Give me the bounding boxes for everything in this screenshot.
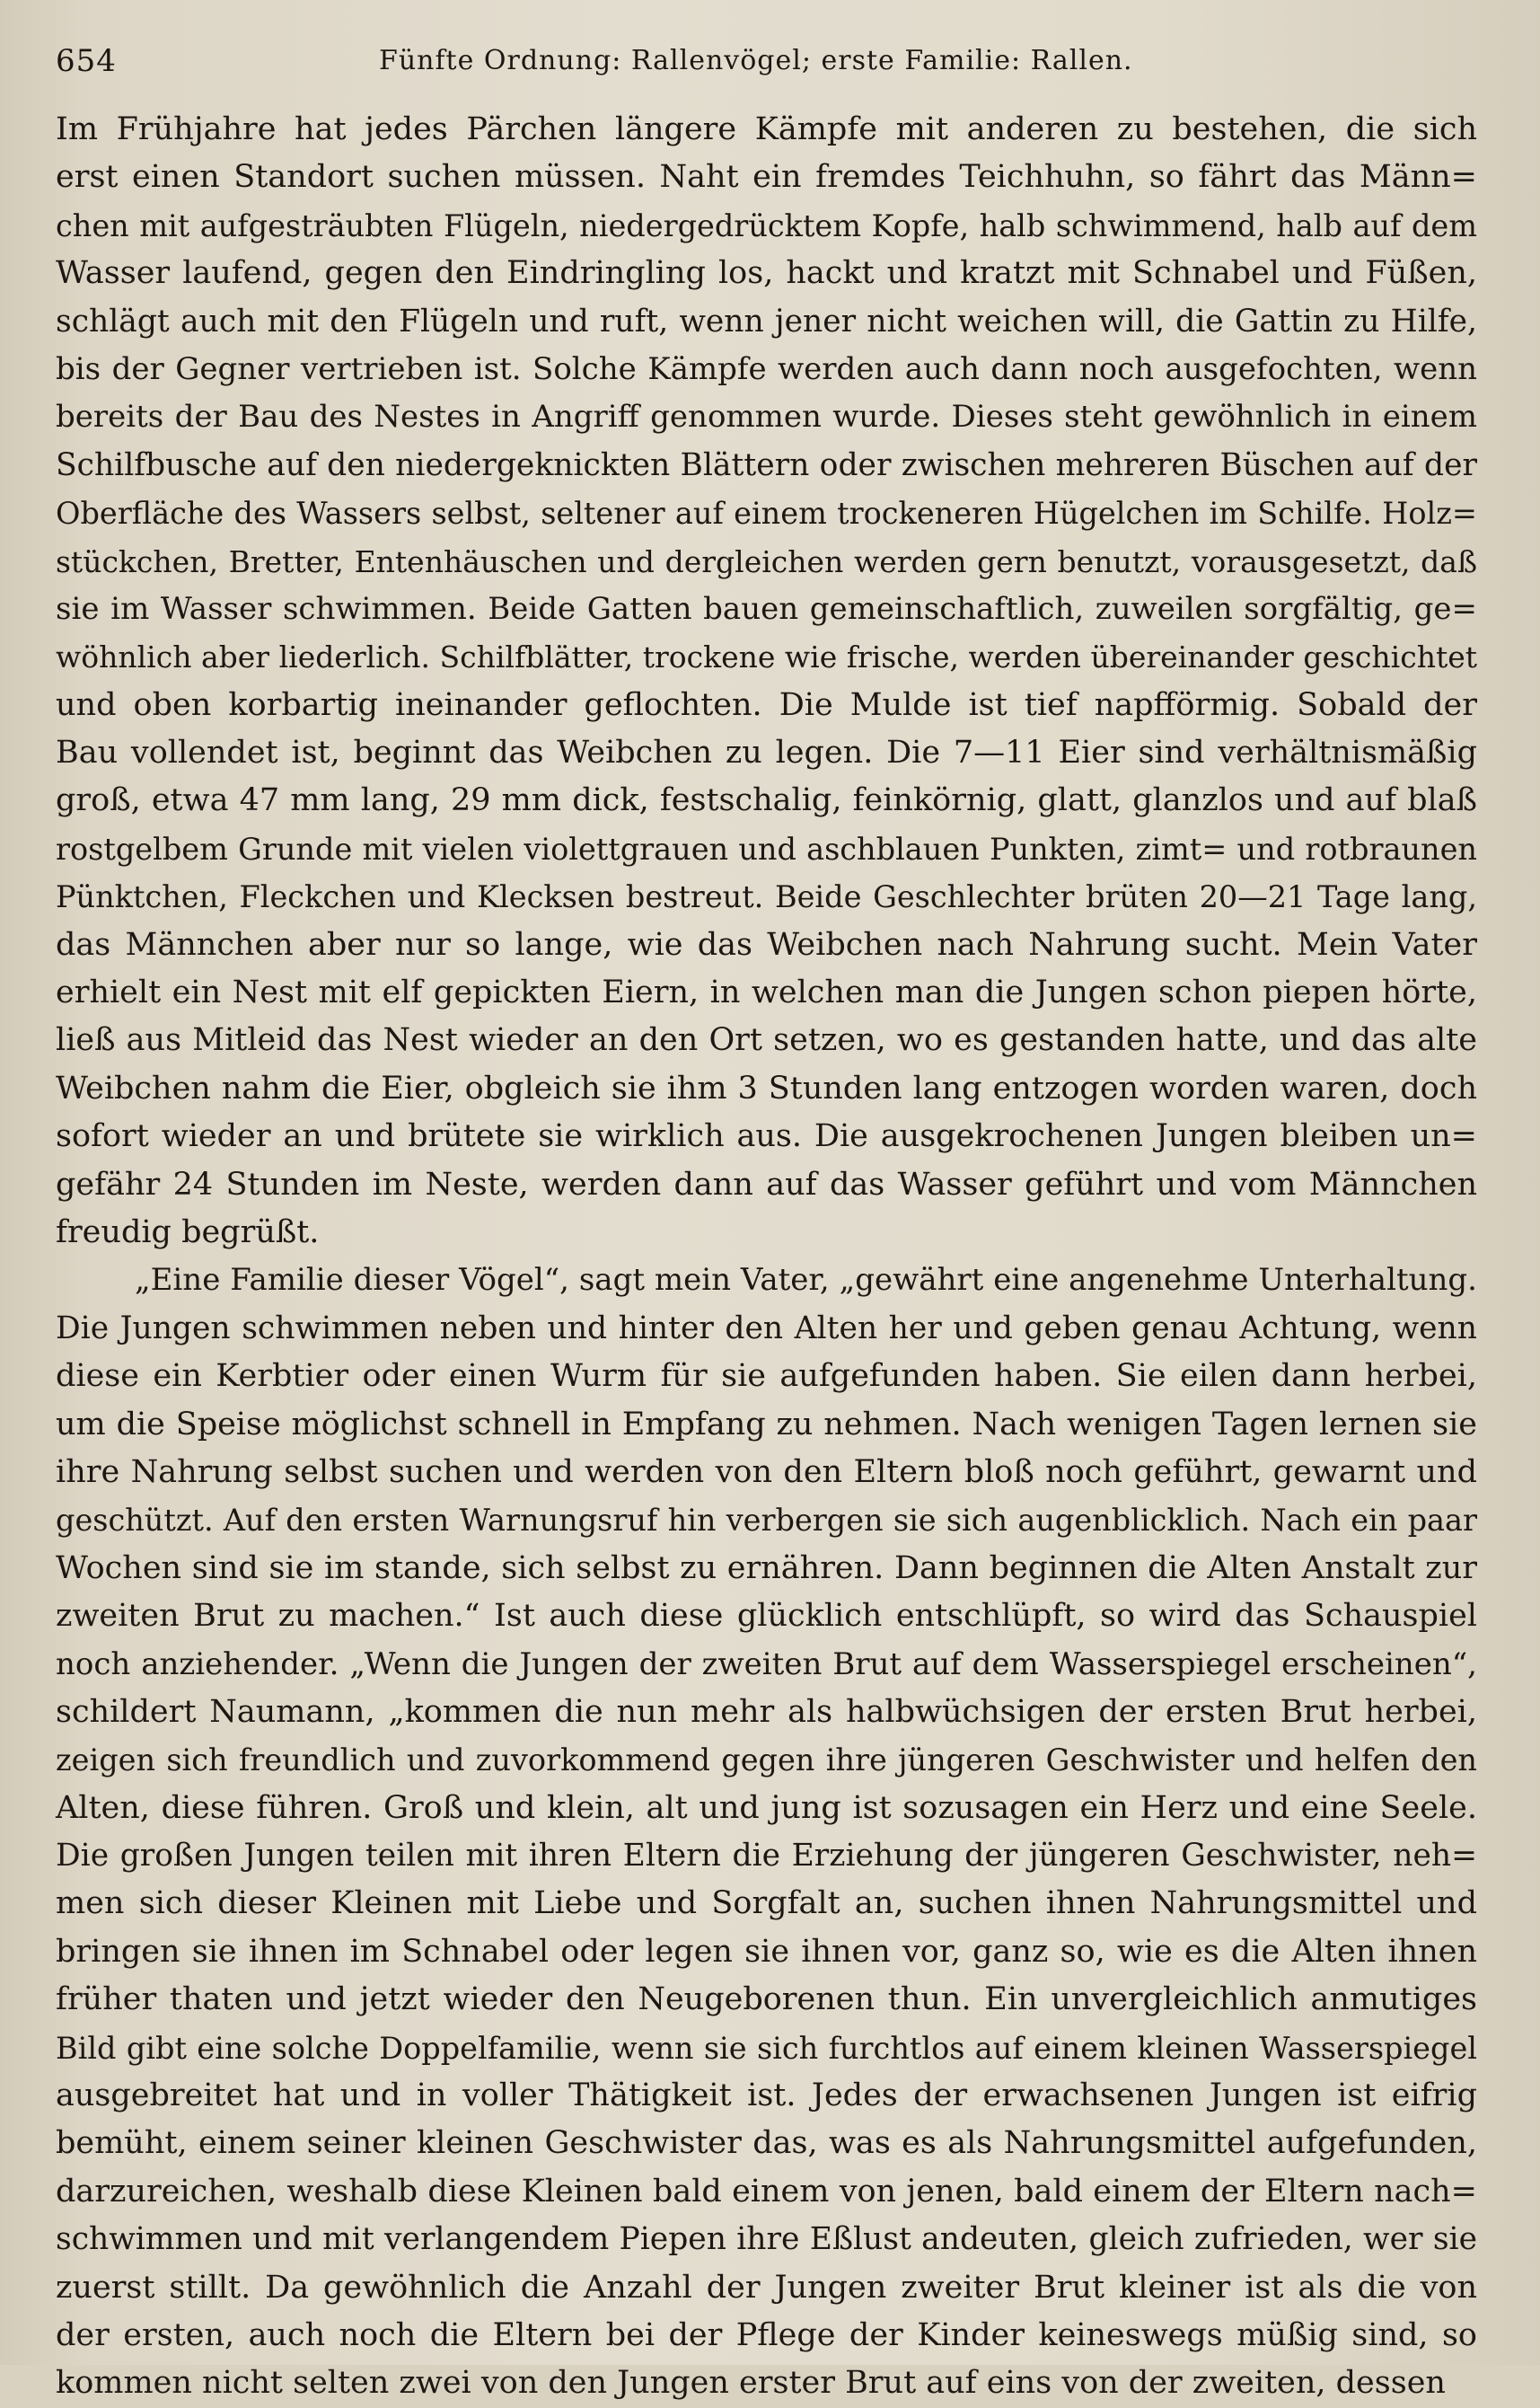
text-line: zuerst stillt. Da gewöhnlich die Anzahl der Jungen zweiter Brut kleiner ist als die von — [56, 2269, 1477, 2306]
text-line: chen mit aufgesträubten Flügeln, niedergedrücktem Kopfe, halb schwimmend, halb auf dem — [56, 207, 1477, 243]
text-line: men sich dieser Kleinen mit Liebe und Sorgfalt an, suchen ihnen Nahrungsmittel und — [56, 1885, 1477, 1922]
page-number: 654 — [56, 43, 117, 79]
text-line: zweiten Brut zu machen.“ Ist auch diese glücklich entschlüpft, so wird das Schauspiel — [56, 1598, 1477, 1635]
text-line: schwimmen und mit verlangendem Piepen ihre Eßlust andeuten, gleich zufrieden, wer sie — [56, 2221, 1477, 2258]
paragraph — [56, 106, 1477, 1257]
text-line: „Eine Familie dieser Vögel“, sagt mein Vater, „gewährt eine angenehme Unterhaltung. — [135, 1262, 1477, 1299]
text-line: bringen sie ihnen im Schnabel oder legen sie ihnen vor, ganz so, wie es die Alten ihnen — [56, 1933, 1477, 1970]
text-line: das Männchen aber nur so lange, wie das Weibchen nach Nahrung sucht. Mein Vater — [56, 926, 1477, 963]
running-head: Fünfte Ordnung: Rallenvögel; erste Familie: Rallen. — [379, 45, 1133, 76]
text-line: Bild gibt eine solche Doppelfamilie, wenn sie sich furchtlos auf einem kleinen Wasserspiegel — [56, 2030, 1477, 2066]
paragraph — [56, 1257, 1477, 2407]
text-line: Weibchen nahm die Eier, obgleich sie ihm 3 Stunden lang entzogen worden waren, doch — [56, 1070, 1477, 1107]
text-line: ihre Nahrung selbst suchen und werden von den Eltern bloß noch geführt, gewarnt und — [56, 1453, 1477, 1490]
page-header — [56, 36, 1474, 90]
text-line: Wasser laufend, gegen den Eindringling los, hackt und kratzt mit Schnabel und Füßen, — [56, 255, 1477, 292]
text-line: und oben korbartig ineinander geflochten. Die Mulde ist tief napfförmig. Sobald der — [56, 686, 1477, 723]
text-line: groß, etwa 47 mm lang, 29 mm dick, festschalig, feinkörnig, glatt, glanzlos und auf blaß — [56, 782, 1477, 819]
text-line: schlägt auch mit den Flügeln und ruft, wenn jener nicht weichen will, die Gattin zu Hilfe, — [56, 303, 1477, 340]
text-line: bemüht, einem seiner kleinen Geschwister das, was es als Nahrungsmittel aufgefunden, — [56, 2125, 1477, 2162]
text-line: ließ aus Mitleid das Nest wieder an den Ort setzen, wo es gestanden hatte, und das alte — [56, 1022, 1477, 1059]
text-line: Die großen Jungen teilen mit ihren Eltern die Erziehung der jüngeren Geschwister, neh= — [56, 1838, 1477, 1874]
body-text — [56, 106, 1477, 2408]
text-line: ausgebreitet hat und in voller Thätigkeit ist. Jedes der erwachsenen Jungen ist eifrig — [56, 2077, 1477, 2114]
text-line: darzureichen, weshalb diese Kleinen bald einem von jenen, bald einem der Eltern nach= — [56, 2173, 1477, 2210]
text-line: um die Speise möglichst schnell in Empfang zu nehmen. Nach wenigen Tagen lernen sie — [56, 1406, 1477, 1442]
text-line: der ersten, auch noch die Eltern bei der Pflege der Kinder keineswegs müßig sind, so — [56, 2316, 1477, 2353]
text-line: bereits der Bau des Nestes in Angriff genommen wurde. Dieses steht gewöhnlich in einem — [56, 399, 1477, 436]
text-line: gefähr 24 Stunden im Neste, werden dann auf das Wasser geführt und vom Männchen — [56, 1166, 1477, 1203]
text-line: Pünktchen, Fleckchen und Klecksen bestreut. Beide Geschlechter brüten 20—21 Tage lang, — [56, 879, 1477, 915]
text-line: Schilfbusche auf den niedergeknickten Blättern oder zwischen mehreren Büschen auf der — [56, 446, 1477, 483]
text-line: Oberfläche des Wassers selbst, seltener auf einem trockeneren Hügelchen im Schilfe. Holz= — [56, 496, 1477, 532]
text-line: schildert Naumann, „kommen die nun mehr als halbwüchsigen der ersten Brut herbei, — [56, 1693, 1477, 1730]
text-line: stückchen, Bretter, Entenhäuschen und dergleichen werden gern benutzt, vorausgesetzt, daß — [56, 543, 1477, 579]
text-line: wöhnlich aber liederlich. Schilfblätter, trockene wie frische, werden übereinander geschichtet — [56, 639, 1477, 675]
text-line: Bau vollendet ist, beginnt das Weibchen zu legen. Die 7—11 Eier sind verhältnismäßig — [56, 735, 1477, 772]
text-line: diese ein Kerbtier oder einen Wurm für sie aufgefunden haben. Sie eilen dann herbei, — [56, 1358, 1477, 1395]
text-line: zeigen sich freundlich und zuvorkommend gegen ihre jüngeren Geschwister und helfen den — [56, 1742, 1477, 1778]
text-line: sofort wieder an und brütete sie wirklich aus. Die ausgekrochenen Jungen bleiben un= — [56, 1118, 1477, 1155]
text-line: Wochen sind sie im stande, sich selbst zu ernähren. Dann beginnen die Alten Anstalt zur — [56, 1549, 1477, 1586]
text-line: Die Jungen schwimmen neben und hinter den Alten her und geben genau Achtung, wenn — [56, 1310, 1477, 1346]
text-line: freudig begrüßt. — [56, 1213, 320, 1250]
text-line: bis der Gegner vertrieben ist. Solche Kämpfe werden auch dann noch ausgefochten, wenn — [56, 350, 1477, 387]
text-line: früher thaten und jetzt wieder den Neugeborenen thun. Ein unvergleichlich anmutiges — [56, 1981, 1477, 2018]
text-line: Alten, diese führen. Groß und klein, alt und jung ist sozusagen ein Herz und eine Seele. — [56, 1789, 1477, 1826]
text-line: Im Frühjahre hat jedes Pärchen längere Kämpfe mit anderen zu bestehen, die sich — [56, 111, 1477, 147]
text-line: erst einen Standort suchen müssen. Naht ein fremdes Teichhuhn, so fährt das Männ= — [56, 159, 1477, 196]
text-line: kommen nicht selten zwei von den Jungen erster Brut auf eins von der zweiten, dessen — [56, 2365, 1446, 2402]
text-line: sie im Wasser schwimmen. Beide Gatten bauen gemeinschaftlich, zuweilen sorgfältig, ge= — [56, 590, 1477, 627]
text-line: erhielt ein Nest mit elf gepickten Eiern, in welchen man die Jungen schon piepen hörte, — [56, 975, 1477, 1011]
text-line: rostgelbem Grunde mit vielen violettgrauen und aschblauen Punkten, zimt= und rotbraunen — [56, 831, 1477, 867]
text-line: noch anziehender. „Wenn die Jungen der zweiten Brut auf dem Wasserspiegel erscheinen“, — [56, 1645, 1477, 1682]
text-line: geschützt. Auf den ersten Warnungsruf hin verbergen sie sich augenblicklich. Nach ein paar — [56, 1503, 1477, 1539]
